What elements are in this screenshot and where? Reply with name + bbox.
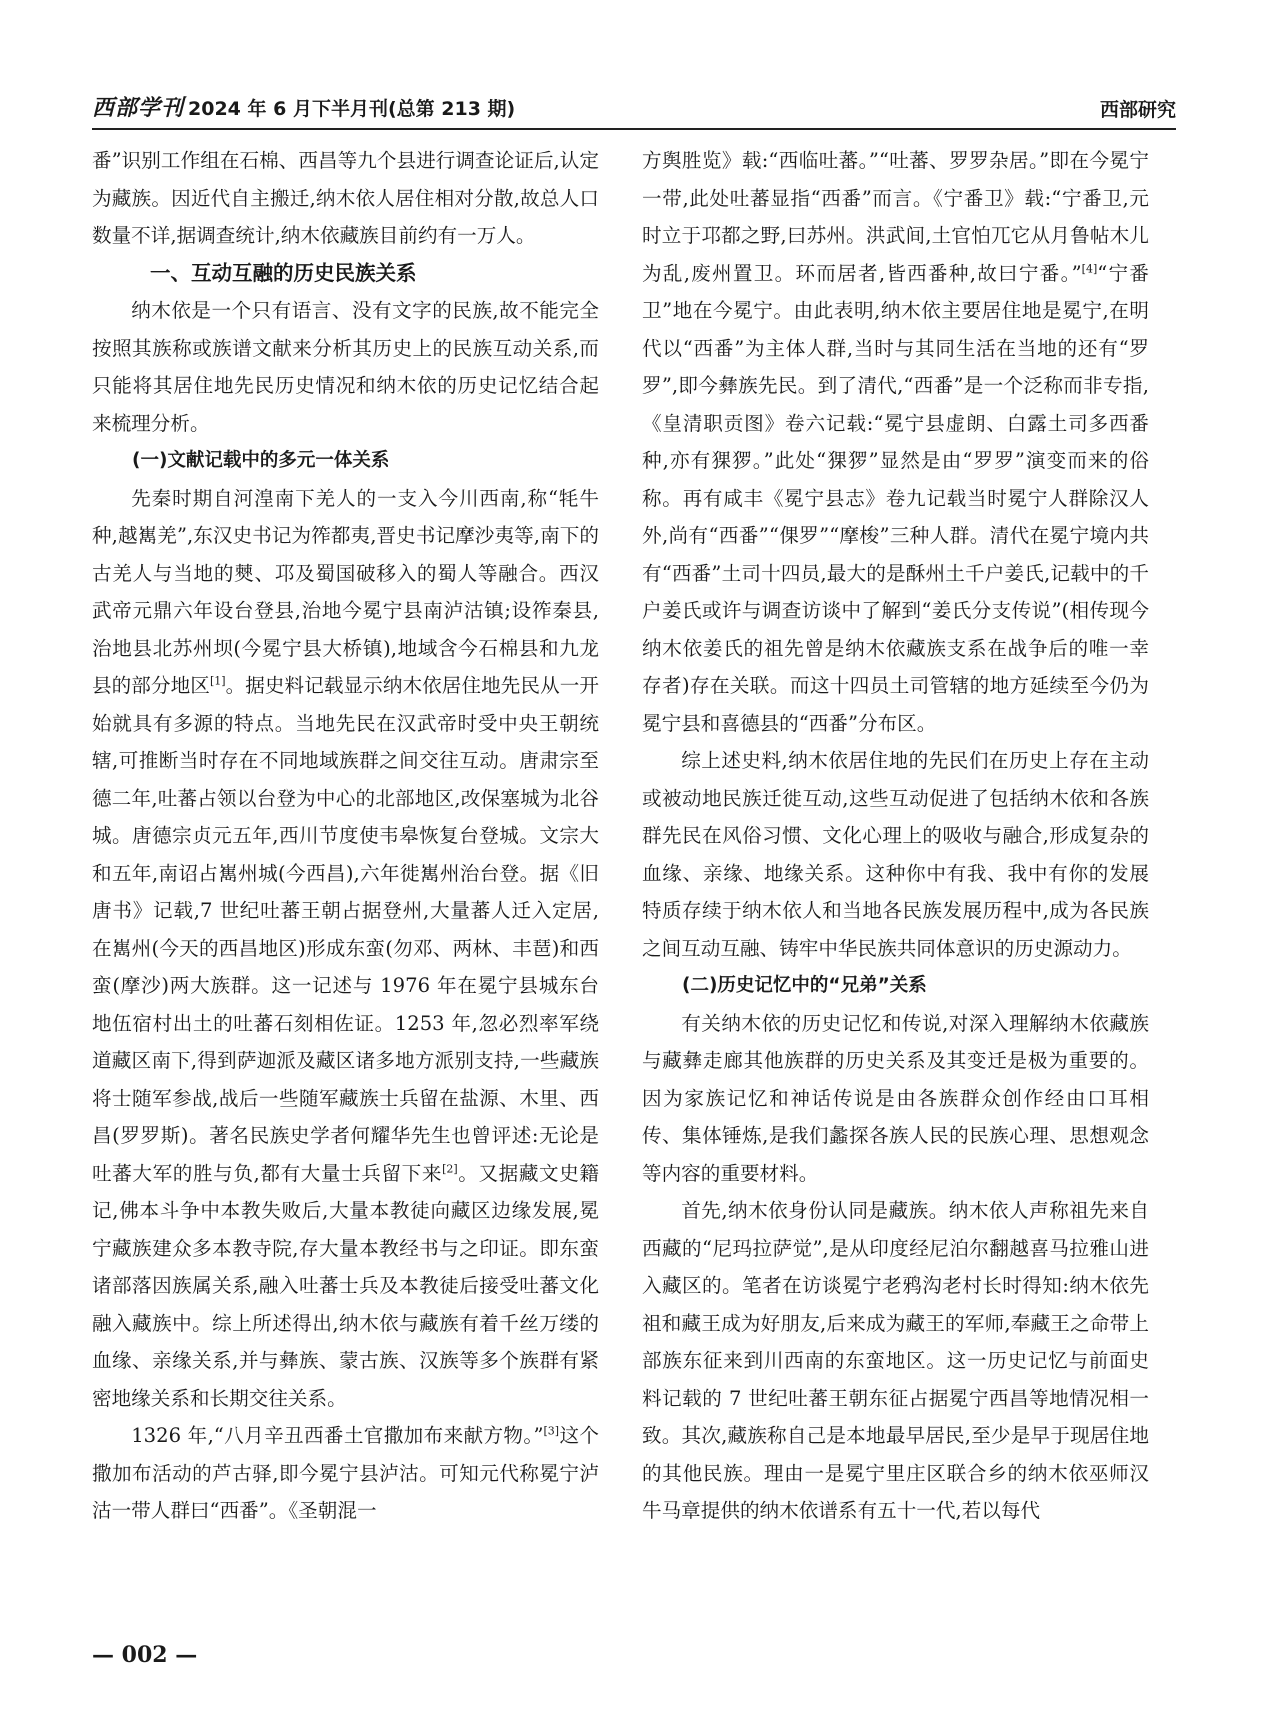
subsection-heading: (一)文献记载中的多元一体关系 (132, 450, 390, 471)
paragraph: 番”识别工作组在石棉、西昌等九个县进行调查论证后,认定为藏族。因近代自主搬迁,纳木依人居住相对分散,故总人口数量不详,据调查统计,纳木依藏族目前约有一万人。 (92, 149, 599, 247)
section-heading: 一、互动互融的历史民族关系 (150, 260, 417, 285)
page-number: — 002 — (92, 1642, 198, 1668)
left-column (92, 142, 599, 1530)
issue-info: 2024 年 6 月下半月刊(总第 213 期) (188, 98, 516, 120)
paragraph: 纳木依是一个只有语言、没有文字的民族,故不能完全按照其族称或族谱文献来分析其历史上的民族互动关系,而只能将其居住地先民历史情况和纳木依的历史记忆结合起来梳理分析。 (92, 299, 599, 435)
paragraph-text: 。又据藏文史籍记,佛本斗争中本教失败后,大量本教徒向藏区边缘发展,冕宁藏族建众多本教寺院,存大量本教经书与之印证。即东蛮诸部落因族属关系,融入吐蕃士兵及本教徒后接受吐蕃文化融入藏族中。综上所述得出,纳木依与藏族有着千丝万缕的血缘、亲缘关系,并与彝族、蒙古族、汉族等多个族群有紧密地缘关系和长期交往关系。 (92, 1161, 600, 1410)
subsection-heading: (二)历史记忆中的“兄弟”关系 (682, 975, 927, 996)
paragraph-text: 。据史料记载显示纳木依居住地先民从一开始就具有多源的特点。当地先民在汉武帝时受中央王朝统辖,可推断当时存在不同地域族群之间交往互动。唐肃宗至德二年,吐蕃占领以台登为中心的北部地区,改保塞城为北谷城。唐德宗贞元五年,西川节度使韦皋恢复台登城。文宗大和五年,南诏占嶲州城(今西昌),六年徙嶲州治台登。据《旧唐书》记载,7 世纪吐蕃王朝占据登州,大量蕃人迁入定居,在嶲州(今天的西昌地区)形成东蛮(勿邓、两林、丰琶)和西蛮(摩沙)两大族群。这一记述与 1976 年在冕宁县城东台地伍宿村出土的吐蕃石刻相佐证。1253 年,忽必烈率军绕道藏区南下,得到萨迦派及藏区诸多地方派别支持,一些藏族将士随军参战,战后一些随军藏族士兵留在盐源、木里、西昌(罗罗斯)。著名民族史学者何耀华先生也曾评述:无论是吐蕃大军的胜与负,都有大量士兵留下来 (92, 674, 599, 1185)
paragraph-text: “宁番卫”地在今冕宁。由此表明,纳木依主要居住地是冕宁,在明代以“西番”为主体人群,当时与其同生活在当地的还有“罗罗”,即今彝族先民。到了清代,“西番”是一个泛称而非专指,《皇清职贡图》卷六记载:“冕宁县虚朗、白露土司多西番种,亦有猓猡。”此处“猓猡”显然是由“罗罗”演变而来的俗称。再有咸丰《冕宁县志》卷九记载当时冕宁人群除汉人外,尚有“西番”“倮罗”“摩梭”三种人群。清代在冕宁境内共有“西番”土司十四员,最大的是酥州土千户姜氏,记载中的千户姜氏或许与调查访谈中了解到“姜氏分支传说”(相传现今纳木依姜氏的祖先曾是纳木依藏族支系在战争后的唯一幸存者)存在关联。而这十四员土司管辖的地方延续至今仍为冕宁县和喜德县的“西番”分布区。 (642, 261, 1149, 735)
header-left (92, 91, 515, 122)
journal-logo: 西部学刊 (92, 95, 185, 121)
section-label: 西部研究 (1099, 99, 1176, 121)
paragraph: 首先,纳木依身份认同是藏族。纳木依人声称祖先来自西藏的“尼玛拉萨觉”,是从印度经尼泊尔翻越喜马拉雅山进入藏区的。笔者在访谈冕宁老鸦沟老村长时得知:纳木依先祖和藏王成为好朋友,后来成为藏王的军师,奉藏王之命带上部族东征来到川西南的东蛮地区。这一历史记忆与前面史料记载的 7 世纪吐蕃王朝东征占据冕宁西昌等地情况相一致。其次,藏族称自己是本地最早居民,至少是早于现居住地的其他民族。理由一是冕宁里庄区联合乡的纳木依巫师汉牛马章提供的纳木依谱系有五十一代,若以每代 (642, 1199, 1149, 1522)
paragraph-text: 方舆胜览》载:“西临吐蕃。”“吐蕃、罗罗杂居。”即在今冕宁一带,此处吐蕃显指“西番”而言。《宁番卫》载:“宁番卫,元时立于邛都之野,曰苏州。洪武间,土官怕兀它从月鲁帖木儿为乱,废州置卫。环而居者,皆西番种,故曰宁番。” (642, 149, 1149, 285)
footnote-ref: [1] (209, 674, 226, 688)
footnote-ref: [4] (1081, 261, 1098, 275)
paragraph-text: 先秦时期自河湟南下羌人的一支入今川西南,称“牦牛种,越嶲羌”,东汉史书记为筰都夷,晋史书记摩沙夷等,南下的古羌人与当地的僰、邛及蜀国破移入的蜀人等融合。西汉武帝元鼎六年设台登县,治地今冕宁县南泸沽镇;设筰秦县,治地县北苏州坝(今冕宁县大桥镇),地域含今石棉县和九龙县的部分地区 (92, 486, 599, 697)
page-header (92, 90, 1176, 130)
footnote-ref: [2] (442, 1161, 458, 1175)
paragraph: 综上述史料,纳木依居住地的先民们在历史上存在主动或被动地民族迁徙互动,这些互动促进了包括纳木依和各族群先民在风俗习惯、文化心理上的吸收与融合,形成复杂的血缘、亲缘、地缘关系。这种你中有我、我中有你的发展特质存续于纳木依人和当地各民族发展历程中,成为各民族之间互动互融、铸牢中华民族共同体意识的历史源动力。 (642, 749, 1149, 960)
paragraph (642, 142, 1149, 742)
footnote-ref: [3] (543, 1424, 560, 1438)
paragraph-text: 1326 年,“八月辛丑西番土官撒加布来献方物。” (131, 1424, 544, 1447)
paragraph-text: 这个撒加布活动的芦古驿,即今冕宁县泸沽。可知元代称冕宁泸沽一带人群曰“西番”。《圣朝混一 (92, 1424, 599, 1522)
right-column (642, 142, 1149, 1530)
paragraph (92, 1417, 599, 1530)
paragraph (92, 480, 599, 1418)
paragraph: 有关纳木依的历史记忆和传说,对深入理解纳木依藏族与藏彝走廊其他族群的历史关系及其变迁是极为重要的。因为家族记忆和神话传说是由各族群众创作经由口耳相传、集体锤炼,是我们蠡探各族人民的民族心理、思想观念等内容的重要材料。 (642, 1011, 1149, 1185)
